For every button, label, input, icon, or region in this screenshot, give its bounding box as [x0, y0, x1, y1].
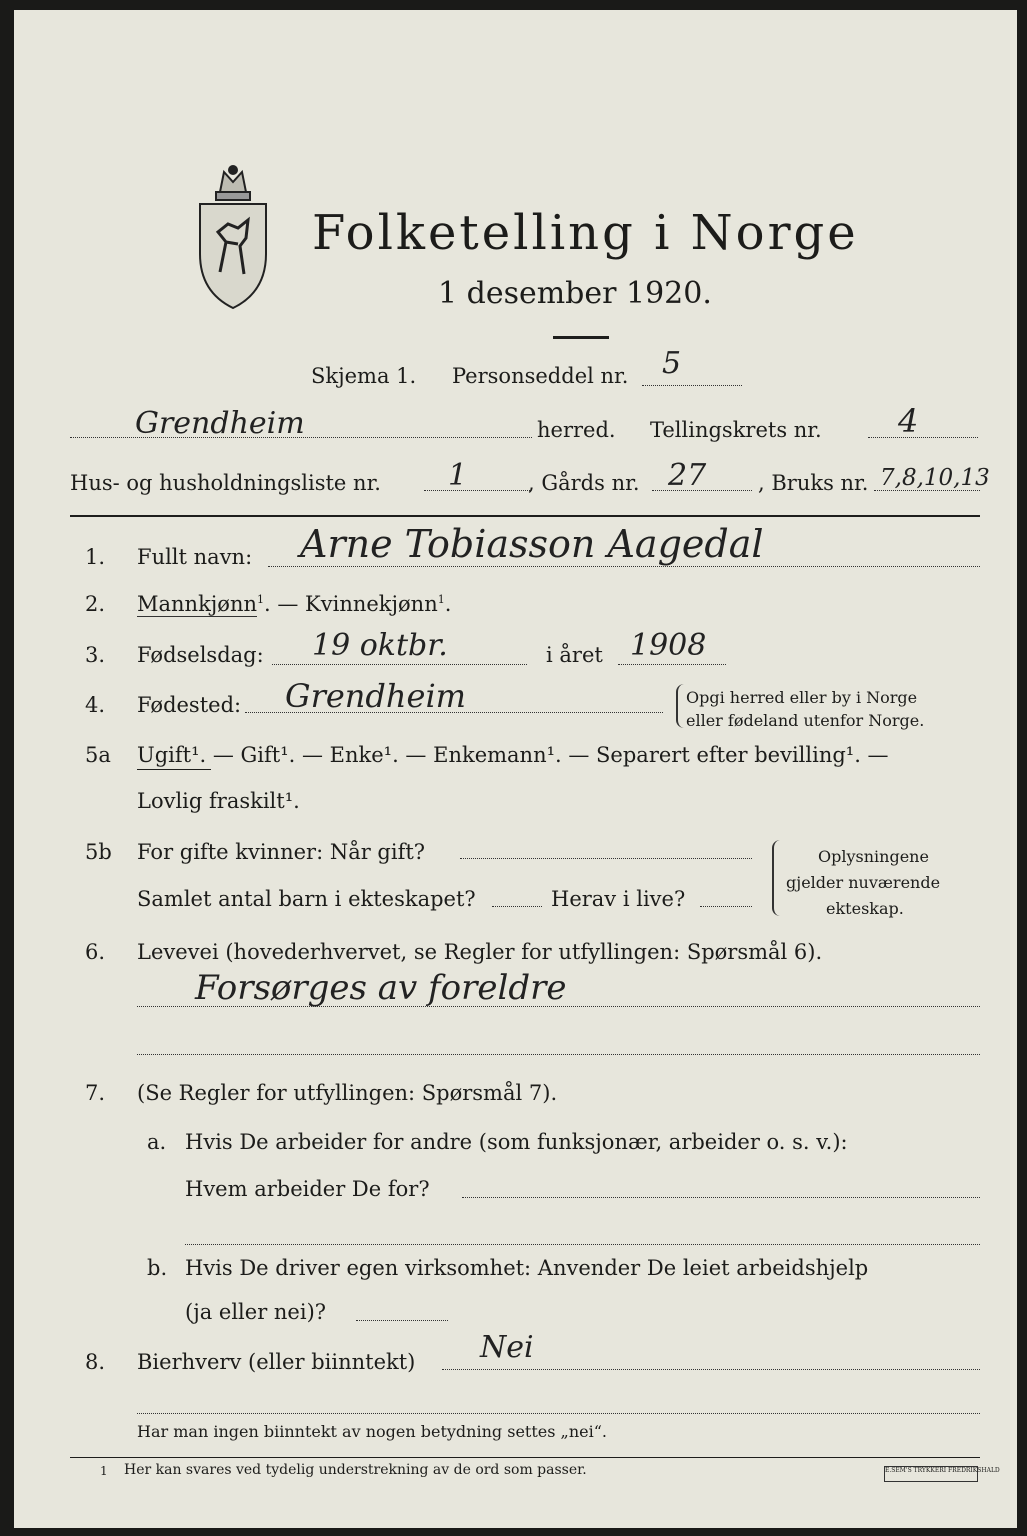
q7-number: 7.: [85, 1081, 106, 1105]
printer-stamp: E.SEM'S TRYKKERI FREDRIKSHALD: [884, 1466, 978, 1482]
q5b-married-when-label: For gifte kvinner: Når gift?: [137, 840, 426, 864]
q6-number: 6.: [85, 940, 106, 964]
q3-number: 3.: [85, 643, 106, 667]
children-alive-field[interactable]: [700, 906, 752, 907]
birthplace-note-brace: [676, 684, 684, 728]
q5a-number: 5a: [85, 743, 111, 767]
skjema-label: Skjema 1.: [311, 364, 417, 388]
employer-field[interactable]: [462, 1197, 980, 1198]
footnote-rule: [70, 1457, 980, 1458]
q7a-line2: Hvem arbeider De for?: [185, 1177, 430, 1201]
birthplace-note-line2: eller fødeland utenfor Norge.: [686, 711, 925, 730]
q3-label: Fødselsdag:: [137, 643, 264, 667]
marital-status-options[interactable]: Ugift¹. — Gift¹. — Enke¹. — Enkemann¹. — Separert efter bevilling¹. —: [137, 743, 889, 767]
q6-label: Levevei (hovederhvervet, se Regler for utfyllingen: Spørsmål 6).: [137, 940, 823, 964]
employer-field-line2[interactable]: [185, 1244, 980, 1245]
hired-help-field[interactable]: [356, 1320, 448, 1321]
q7-label: (Se Regler for utfyllingen: Spørsmål 7).: [137, 1081, 558, 1105]
q8-number: 8.: [85, 1350, 106, 1374]
married-when-field[interactable]: [460, 858, 752, 859]
q2-number: 2.: [85, 592, 106, 616]
coat-of-arms-icon: [190, 162, 276, 312]
personseddel-value: 5: [662, 346, 682, 381]
hus-label: Hus- og husholdningsliste nr.: [70, 471, 381, 495]
year-label: i året: [546, 643, 603, 667]
footnote-text: Her kan svares ved tydelig understrekning av de ord som passer.: [124, 1462, 587, 1478]
page-title: Folketelling i Norge: [312, 205, 859, 261]
title-divider: [553, 336, 609, 339]
gender-male-option[interactable]: Mannkjønn: [137, 592, 258, 616]
herred-label: herred.: [537, 418, 616, 442]
q7a-line1: Hvis De arbeider for andre (som funksjonær, arbeider o. s. v.):: [185, 1130, 848, 1154]
side-income-field[interactable]: [442, 1369, 980, 1370]
side-income-value: Nei: [480, 1330, 534, 1365]
birthday-value: 19 oktbr.: [312, 628, 448, 663]
q5b-number: 5b: [85, 840, 112, 864]
tellingskrets-field[interactable]: [868, 437, 978, 438]
occupation-field-line2[interactable]: [137, 1054, 980, 1055]
side-income-note: Har man ingen biinntekt av nogen betydning settes „nei“.: [137, 1422, 607, 1441]
birthplace-value: Grendheim: [285, 677, 467, 715]
q7b-letter: b.: [147, 1256, 168, 1280]
q7a-letter: a.: [147, 1130, 167, 1154]
q8-label: Bierhverv (eller biinntekt): [137, 1350, 416, 1374]
personseddel-label: Personseddel nr.: [452, 364, 629, 388]
q7b-line2: (ja eller nei)?: [185, 1300, 327, 1324]
children-count-field[interactable]: [492, 906, 542, 907]
q4-number: 4.: [85, 693, 106, 717]
bruks-label: , Bruks nr.: [758, 471, 869, 495]
marital-status-options-line2[interactable]: Lovlig fraskilt¹.: [137, 789, 300, 813]
gender-options: Mannkjønn$^1$. — Kvinnekjønn$^1$.: [137, 592, 452, 616]
q7b-line1: Hvis De driver egen virksomhet: Anvender De leiet arbeidshjelp: [185, 1256, 869, 1280]
gards-label: , Gårds nr.: [528, 471, 640, 495]
q1-number: 1.: [85, 545, 106, 569]
birth-year-value: 1908: [630, 628, 707, 663]
gender-female-option[interactable]: Kvinnekjønn: [305, 592, 438, 616]
tellingskrets-label: Tellingskrets nr.: [650, 418, 822, 442]
herred-value: Grendheim: [135, 406, 305, 441]
full-name-value: Arne Tobiasson Aagedal: [300, 522, 764, 566]
birthplace-note-line1: Opgi herred eller by i Norge: [686, 688, 918, 707]
children-count-label: Samlet antal barn i ekteskapet?: [137, 887, 476, 911]
gards-value: 27: [668, 458, 707, 493]
bruks-value: 7,8,10,13: [880, 465, 990, 491]
marriage-note-line1: Oplysningene: [818, 847, 929, 866]
header-rule: [70, 515, 980, 517]
occupation-value: Forsørges av foreldre: [195, 968, 567, 1008]
footnote-number: 1: [100, 1464, 108, 1478]
full-name-field[interactable]: [268, 566, 980, 567]
birthday-field[interactable]: [272, 664, 527, 665]
ugift-underline: [137, 769, 211, 770]
tellingskrets-value: 4: [898, 402, 919, 440]
children-alive-label: Herav i live?: [551, 887, 686, 911]
birth-year-field[interactable]: [618, 664, 726, 665]
marriage-note-brace: [772, 840, 782, 916]
marriage-note-line3: ekteskap.: [826, 899, 904, 918]
q4-label: Fødested:: [137, 693, 242, 717]
census-date: 1 desember 1920.: [438, 276, 712, 311]
hus-value: 1: [448, 458, 468, 493]
personseddel-field[interactable]: [642, 385, 742, 386]
hus-field[interactable]: [424, 490, 530, 491]
marriage-note-line2: gjelder nuværende: [786, 873, 941, 892]
side-income-field-line2[interactable]: [137, 1413, 980, 1414]
q1-label: Fullt navn:: [137, 545, 253, 569]
